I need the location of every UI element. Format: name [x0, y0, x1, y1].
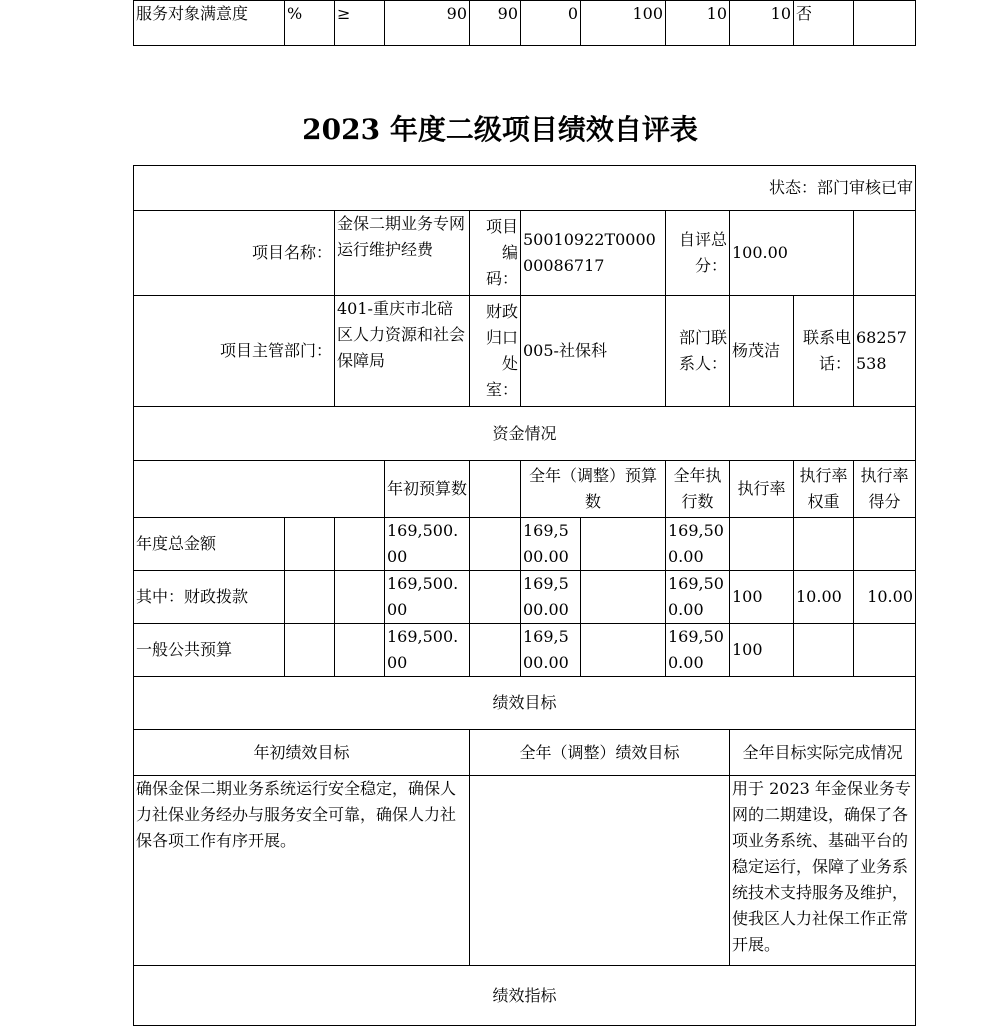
page-title: 2023 年度二级项目绩效自评表 [302, 113, 698, 146]
goals-content-row [134, 776, 916, 966]
indicator-symbol: ≥ [335, 1, 385, 46]
empty-cell [581, 518, 666, 571]
funds-header-score: 执行率得分 [854, 461, 916, 518]
funds-budget: 169,500.00 [385, 571, 470, 624]
goals-initial-text: 确保金保二期业务系统运行安全稳定，确保人力社保业务经办与服务安全可靠，确保人力社保各项工作有序开展。 [134, 776, 470, 966]
goals-header-actual: 全年目标实际完成情况 [730, 730, 916, 776]
contact-label: 部门联系人： [666, 296, 730, 407]
funds-adjusted: 169,500.00 [521, 624, 581, 677]
indicator-value: 0 [521, 1, 581, 46]
project-code-label: 项目编码： [470, 211, 521, 296]
goals-header-initial: 年初绩效目标 [134, 730, 470, 776]
goals-section-row [134, 677, 916, 730]
funds-section-row [134, 407, 916, 461]
table-row [134, 1, 916, 46]
funds-section-title: 资金情况 [134, 407, 916, 461]
funds-header-weight: 执行率权重 [794, 461, 854, 518]
funds-score [854, 624, 916, 677]
empty-cell [581, 571, 666, 624]
empty-cell [335, 571, 385, 624]
project-code-value: 500109​22T000000086717 [521, 211, 666, 296]
funds-header-adjusted: 全年（调整）预算数 [521, 461, 666, 518]
indicators-section-title: 绩效指标 [134, 966, 916, 1026]
indicator-unit: % [285, 1, 335, 46]
table-row [134, 624, 916, 677]
funds-adjusted: 169,500.00 [521, 571, 581, 624]
funds-weight [794, 624, 854, 677]
funds-rate: 100 [730, 571, 794, 624]
indicator-flag: 否 [794, 1, 854, 46]
funds-header-budget: 年初预算数 [385, 461, 470, 518]
goals-header-row [134, 730, 916, 776]
funds-rate [730, 518, 794, 571]
indicator-value: 90 [470, 1, 521, 46]
goals-section-title: 绩效目标 [134, 677, 916, 730]
phone-value: 68257538 [854, 296, 916, 407]
empty-cell [581, 624, 666, 677]
funds-header-blank [134, 461, 385, 518]
finance-office-value: 005-社保科 [521, 296, 666, 407]
goals-actual-text: 用于 2023 年金保业务专网的二期建设，确保了各项业务系统、基础平台的稳定运行，保障了业务系统技术支持服务及维护，使我区人力社保工作正常开展。 [730, 776, 916, 966]
empty-cell [285, 571, 335, 624]
table-row [134, 518, 916, 571]
funds-rate: 100 [730, 624, 794, 677]
finance-office-label: 财政归口处室： [470, 296, 521, 407]
project-name-value: 金保二期业务专网运行维护经费 [335, 211, 470, 296]
empty-cell [335, 624, 385, 677]
department-value: 401-重庆市北碚区人力资源和社会保障局 [335, 296, 470, 407]
self-score-label: 自评总分： [666, 211, 730, 296]
department-label: 项目主管部门： [134, 296, 335, 407]
project-row [134, 211, 916, 296]
funds-row-label: 年度总金额 [134, 518, 285, 571]
funds-executed: 169,500.00 [666, 571, 730, 624]
empty-cell [854, 211, 916, 296]
indicator-value: 10 [666, 1, 730, 46]
funds-header-executed: 全年执行数 [666, 461, 730, 518]
funds-weight [794, 518, 854, 571]
funds-row-label: 一般公共预算 [134, 624, 285, 677]
funds-score: 10.00 [854, 571, 916, 624]
empty-cell [285, 518, 335, 571]
funds-executed: 169,500.00 [666, 624, 730, 677]
indicator-value: 100 [581, 1, 666, 46]
empty-cell [285, 624, 335, 677]
funds-score [854, 518, 916, 571]
status-row [134, 166, 916, 211]
empty-cell [335, 518, 385, 571]
self-score-value: 100.00 [730, 211, 854, 296]
funds-budget: 169,500.00 [385, 624, 470, 677]
table-row [134, 571, 916, 624]
funds-budget: 169,500.00 [385, 518, 470, 571]
status-text: 状态：部门审核已审 [134, 166, 916, 211]
contact-value: 杨茂洁 [730, 296, 794, 407]
project-name-label: 项目名称： [134, 211, 335, 296]
indicator-value: 90 [385, 1, 470, 46]
funds-weight: 10.00 [794, 571, 854, 624]
funds-row-label: 其中：财政拨款 [134, 571, 285, 624]
evaluation-table [133, 165, 916, 1026]
funds-header-row [134, 461, 916, 518]
empty-cell [470, 518, 521, 571]
goals-adjusted-text [470, 776, 730, 966]
indicator-value: 10 [730, 1, 794, 46]
empty-cell [470, 624, 521, 677]
indicator-note [854, 1, 916, 46]
indicator-name: 服务对象满意度 [134, 1, 285, 46]
goals-header-adjusted: 全年（调整）绩效目标 [470, 730, 730, 776]
department-row [134, 296, 916, 407]
indicators-section-row [134, 966, 916, 1026]
funds-header-budget-ext [470, 461, 521, 518]
phone-label: 联系电话： [794, 296, 854, 407]
funds-adjusted: 169,500.00 [521, 518, 581, 571]
previous-indicator-table [133, 0, 916, 46]
funds-header-rate: 执行率 [730, 461, 794, 518]
empty-cell [470, 571, 521, 624]
funds-executed: 169,500.00 [666, 518, 730, 571]
